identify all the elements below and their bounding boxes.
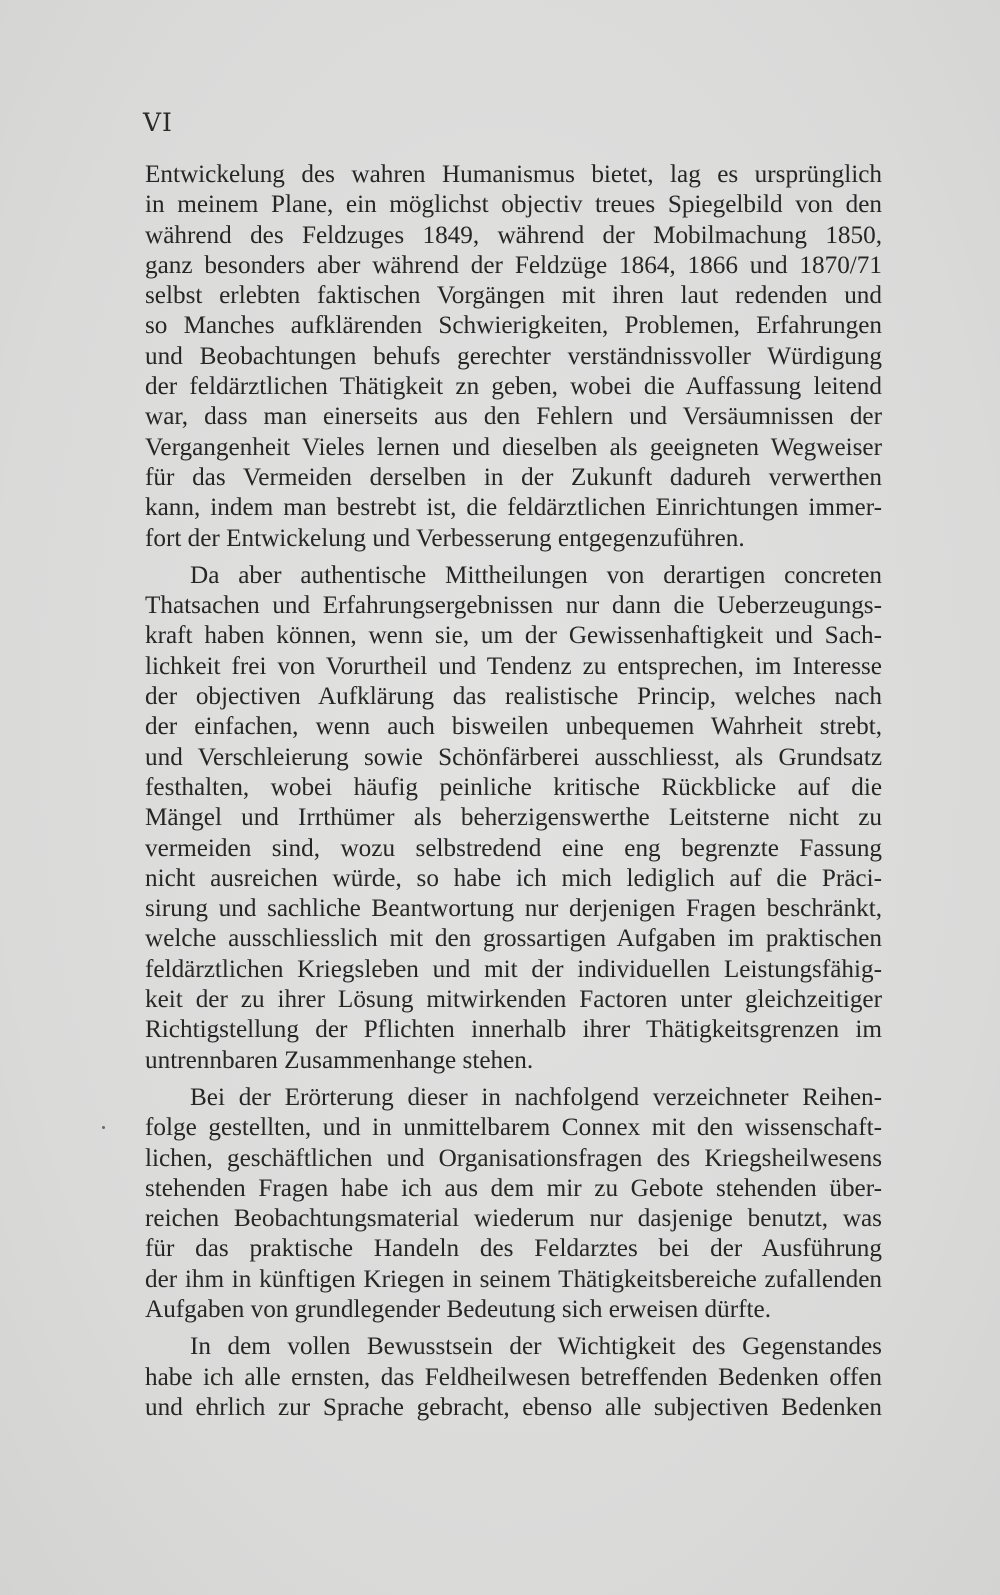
page-number: VI xyxy=(143,108,173,137)
text-line: nicht ausreichen würde, so habe ich mich lediglich auf die Präci- xyxy=(145,864,882,892)
text-line: und Verschleierung sowie Schönfärberei ausschliesst, als Grundsatz xyxy=(145,743,882,771)
text-line: für das praktische Handeln des Feldarztes bei der Ausführung xyxy=(145,1235,882,1263)
text-line: ganz besonders aber während der Feldzüge 1864, 1866 und 1870/71 xyxy=(145,251,882,279)
text-line: kann, indem man bestrebt ist, die feldärztlichen Einrichtungen immer- xyxy=(145,494,882,522)
text-line: stehenden Fragen habe ich aus dem mir zu Gebote stehenden über- xyxy=(145,1174,882,1202)
text-line: in meinem Plane, ein möglichst objectiv treues Spiegelbild von den xyxy=(145,191,882,219)
text-line: Aufgaben von grundlegender Bedeutung sich erweisen dürfte. xyxy=(145,1295,771,1323)
text-line: der objectiven Aufklärung das realistische Princip, welches nach xyxy=(145,683,882,711)
text-line: lichen, geschäftlichen und Organisationsfragen des Kriegsheilwesens xyxy=(145,1144,882,1172)
text-line: festhalten, wobei häufig peinliche kritische Rückblicke auf die xyxy=(145,773,882,801)
text-line: so Manches aufklärenden Schwierigkeiten, Problemen, Erfahrungen xyxy=(145,312,882,340)
paragraph xyxy=(145,1083,882,1325)
text-line: für das Vermeiden derselben in der Zukunft dadureh verwerthen xyxy=(145,463,882,491)
text-line: Bei der Erörterung dieser in nachfolgend verzeichneter Reihen- xyxy=(190,1083,882,1111)
text-line: habe ich alle ernsten, das Feldheilwesen betreffenden Bedenken offen xyxy=(145,1363,882,1391)
text-line: und ehrlich zur Sprache gebracht, ebenso alle subjectiven Bedenken xyxy=(145,1393,882,1421)
paragraph xyxy=(145,1332,882,1423)
text-line: Thatsachen und Erfahrungsergebnissen nur dann die Ueberzeugungs- xyxy=(145,592,882,620)
text-line: Vergangenheit Vieles lernen und dieselben als geeigneten Wegweiser xyxy=(145,433,882,461)
text-line: sirung und sachliche Beantwortung nur derjenigen Fragen beschränkt, xyxy=(145,895,882,923)
text-line: kraft haben können, wenn sie, um der Gewissenhaftigkeit und Sach- xyxy=(145,622,882,650)
text-line: Da aber authentische Mittheilungen von derartigen concreten xyxy=(190,561,882,589)
text-line: der ihm in künftigen Kriegen in seinem Thätigkeitsbereiche zufallenden xyxy=(145,1265,882,1293)
body-text xyxy=(145,160,882,1430)
text-line: der einfachen, wenn auch bisweilen unbequemen Wahrheit strebt, xyxy=(145,713,882,741)
text-line: der feldärztlichen Thätigkeit zn geben, wobei die Auffassung leitend xyxy=(145,373,882,401)
text-line: Richtigstellung der Pflichten innerhalb ihrer Thätigkeitsgrenzen im xyxy=(145,1016,882,1044)
text-line: Mängel und Irrthümer als beherzigenswerthe Leitsterne nicht zu xyxy=(145,804,882,832)
paragraph xyxy=(145,561,882,1076)
paragraph xyxy=(145,160,882,554)
text-line: welche ausschliesslich mit den grossartigen Aufgaben im praktischen xyxy=(145,925,882,953)
text-line: lichkeit frei von Vorurtheil und Tendenz zu entsprechen, im Interesse xyxy=(145,652,882,680)
text-line: vermeiden sind, wozu selbstredend eine eng begrenzte Fassung xyxy=(145,834,882,862)
text-line: reichen Beobachtungsmaterial wiederum nur dasjenige benutzt, was xyxy=(145,1205,882,1233)
text-line: und Beobachtungen behufs gerechter verständnissvoller Würdigung xyxy=(145,342,882,370)
text-line: während des Feldzuges 1849, während der Mobilmachung 1850, xyxy=(145,221,882,249)
text-line: In dem vollen Bewusstsein der Wichtigkeit des Gegenstandes xyxy=(190,1333,882,1361)
margin-speck xyxy=(102,1126,105,1129)
text-line: war, dass man einerseits aus den Fehlern und Versäumnissen der xyxy=(145,403,882,431)
text-line: keit der zu ihrer Lösung mitwirkenden Factoren unter gleichzeitiger xyxy=(145,986,882,1014)
text-line: Entwickelung des wahren Humanismus bietet, lag es ursprünglich xyxy=(145,161,882,188)
text-line: feldärztlichen Kriegsleben und mit der individuellen Leistungsfähig- xyxy=(145,955,882,983)
text-line: folge gestellten, und in unmittelbarem Connex mit den wissenschaft- xyxy=(145,1114,882,1142)
text-line: fort der Entwickelung und Verbesserung entgegenzuführen. xyxy=(145,524,745,552)
text-line: selbst erlebten faktischen Vorgängen mit ihren laut redenden und xyxy=(145,282,882,310)
text-line: untrennbaren Zusammenhange stehen. xyxy=(145,1046,534,1074)
